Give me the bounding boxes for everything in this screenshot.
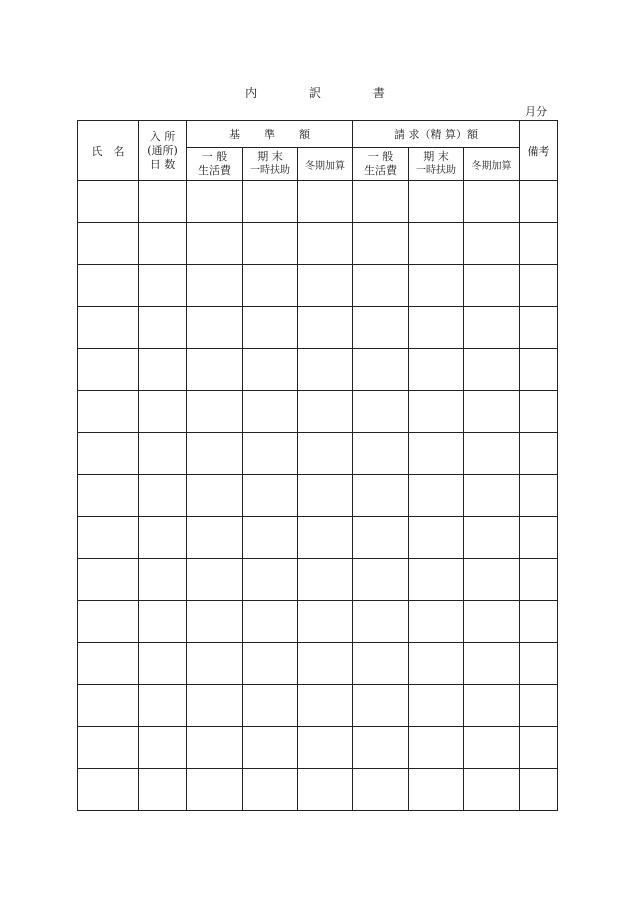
header-standard-char-1: 基 <box>229 128 240 141</box>
header-days-line-1: 入 所 <box>149 129 176 143</box>
cell-remarks <box>520 307 558 349</box>
cell-standard-term-end <box>243 265 298 307</box>
header-standard-char-3: 額 <box>299 128 310 141</box>
header-standard-char-2: 準 <box>264 128 275 141</box>
cell-standard-general <box>187 391 243 433</box>
table-row <box>78 475 558 517</box>
cell-claim-general <box>353 349 409 391</box>
cell-standard-term-end <box>243 307 298 349</box>
cell-days <box>139 265 187 307</box>
cell-claim-general <box>353 601 409 643</box>
cell-claim-general <box>353 265 409 307</box>
cell-standard-term-end <box>243 685 298 727</box>
cell-standard-winter <box>298 517 353 559</box>
cell-claim-term-end <box>409 307 464 349</box>
cell-standard-winter <box>298 601 353 643</box>
cell-standard-term-end <box>243 181 298 223</box>
cell-name <box>78 475 139 517</box>
breakdown-table <box>77 120 558 811</box>
cell-standard-general <box>187 433 243 475</box>
cell-days <box>139 643 187 685</box>
table-row <box>78 517 558 559</box>
header-claim-term-end-line-2: 一時扶助 <box>416 165 457 176</box>
header-standard-term-end-line-1: 期 末 <box>257 150 283 163</box>
header-remarks: 備考 <box>520 121 558 181</box>
cell-claim-general <box>353 391 409 433</box>
title-char-2: 訳 <box>308 86 321 100</box>
header-claim-term-end <box>409 148 464 181</box>
cell-days <box>139 727 187 769</box>
cell-standard-term-end <box>243 517 298 559</box>
cell-standard-winter <box>298 223 353 265</box>
cell-claim-general <box>353 181 409 223</box>
cell-remarks <box>520 559 558 601</box>
header-row-1 <box>78 121 558 148</box>
cell-standard-general <box>187 769 243 811</box>
header-claim-general <box>353 148 409 181</box>
cell-claim-general <box>353 643 409 685</box>
cell-standard-term-end <box>243 433 298 475</box>
cell-remarks <box>520 391 558 433</box>
cell-standard-term-end <box>243 727 298 769</box>
cell-days <box>139 475 187 517</box>
cell-claim-winter <box>464 559 520 601</box>
cell-claim-general <box>353 475 409 517</box>
cell-claim-winter <box>464 307 520 349</box>
cell-standard-term-end <box>243 769 298 811</box>
cell-standard-winter <box>298 433 353 475</box>
header-name-char-1: 氏 <box>91 144 103 158</box>
cell-standard-term-end <box>243 559 298 601</box>
cell-remarks <box>520 685 558 727</box>
cell-claim-term-end <box>409 475 464 517</box>
cell-standard-winter <box>298 685 353 727</box>
table-row <box>78 601 558 643</box>
cell-claim-general <box>353 517 409 559</box>
header-claim-general-line-1: 一 般 <box>367 150 394 163</box>
cell-standard-winter <box>298 769 353 811</box>
cell-standard-general <box>187 559 243 601</box>
cell-standard-general <box>187 265 243 307</box>
month-label: 月分 <box>525 105 547 118</box>
header-name-char-2: 名 <box>113 144 125 158</box>
table-row <box>78 433 558 475</box>
cell-days <box>139 307 187 349</box>
cell-name <box>78 685 139 727</box>
cell-name <box>78 265 139 307</box>
cell-name <box>78 769 139 811</box>
cell-remarks <box>520 475 558 517</box>
cell-standard-term-end <box>243 601 298 643</box>
cell-standard-winter <box>298 727 353 769</box>
cell-standard-winter <box>298 559 353 601</box>
cell-claim-general <box>353 307 409 349</box>
cell-claim-winter <box>464 685 520 727</box>
table-body <box>78 181 558 811</box>
cell-claim-winter <box>464 181 520 223</box>
cell-claim-general <box>353 223 409 265</box>
cell-remarks <box>520 601 558 643</box>
cell-claim-winter <box>464 223 520 265</box>
cell-days <box>139 601 187 643</box>
cell-standard-general <box>187 475 243 517</box>
header-days-line-3: 日 数 <box>149 157 176 171</box>
table-row <box>78 391 558 433</box>
cell-claim-general <box>353 727 409 769</box>
header-standard-amount <box>187 121 353 148</box>
cell-claim-general <box>353 433 409 475</box>
header-days-line-2: (通所) <box>147 143 178 157</box>
cell-claim-winter <box>464 601 520 643</box>
cell-standard-general <box>187 643 243 685</box>
cell-claim-term-end <box>409 433 464 475</box>
cell-claim-term-end <box>409 769 464 811</box>
cell-days <box>139 349 187 391</box>
header-standard-general <box>187 148 243 181</box>
cell-standard-general <box>187 349 243 391</box>
table-row <box>78 727 558 769</box>
cell-standard-general <box>187 307 243 349</box>
cell-name <box>78 517 139 559</box>
cell-standard-winter <box>298 307 353 349</box>
title-char-1: 内 <box>245 86 258 100</box>
header-claim-winter: 冬期加算 <box>464 148 520 181</box>
header-standard-term-end-line-2: 一時扶助 <box>250 165 290 176</box>
cell-claim-winter <box>464 391 520 433</box>
cell-standard-winter <box>298 181 353 223</box>
cell-claim-term-end <box>409 727 464 769</box>
header-claim-amount: 請 求（精 算）額 <box>353 121 520 148</box>
cell-remarks <box>520 433 558 475</box>
cell-claim-term-end <box>409 559 464 601</box>
cell-name <box>78 643 139 685</box>
cell-standard-general <box>187 601 243 643</box>
cell-standard-general <box>187 223 243 265</box>
header-name <box>78 121 139 181</box>
cell-standard-term-end <box>243 223 298 265</box>
table-row <box>78 643 558 685</box>
cell-claim-winter <box>464 643 520 685</box>
header-claim-general-line-2: 生活費 <box>364 164 398 177</box>
cell-standard-general <box>187 181 243 223</box>
table-row <box>78 265 558 307</box>
cell-standard-winter <box>298 265 353 307</box>
table-row <box>78 181 558 223</box>
document-title <box>0 84 630 101</box>
header-days <box>139 121 187 181</box>
cell-name <box>78 181 139 223</box>
cell-days <box>139 223 187 265</box>
table-row <box>78 349 558 391</box>
cell-name <box>78 601 139 643</box>
cell-days <box>139 391 187 433</box>
cell-days <box>139 517 187 559</box>
cell-days <box>139 769 187 811</box>
cell-claim-general <box>353 685 409 727</box>
cell-claim-term-end <box>409 181 464 223</box>
cell-claim-winter <box>464 769 520 811</box>
cell-standard-general <box>187 727 243 769</box>
header-standard-term-end <box>243 148 298 181</box>
cell-claim-winter <box>464 517 520 559</box>
cell-claim-winter <box>464 349 520 391</box>
cell-claim-winter <box>464 433 520 475</box>
cell-standard-winter <box>298 643 353 685</box>
cell-claim-winter <box>464 727 520 769</box>
header-standard-general-line-1: 一 般 <box>201 150 228 163</box>
cell-remarks <box>520 265 558 307</box>
cell-claim-term-end <box>409 349 464 391</box>
cell-standard-winter <box>298 391 353 433</box>
table-row <box>78 685 558 727</box>
cell-claim-term-end <box>409 265 464 307</box>
cell-remarks <box>520 517 558 559</box>
cell-days <box>139 181 187 223</box>
cell-standard-general <box>187 517 243 559</box>
cell-remarks <box>520 643 558 685</box>
cell-claim-term-end <box>409 223 464 265</box>
cell-claim-winter <box>464 265 520 307</box>
cell-name <box>78 223 139 265</box>
cell-claim-term-end <box>409 643 464 685</box>
cell-standard-term-end <box>243 349 298 391</box>
title-char-3: 書 <box>372 86 385 100</box>
cell-claim-term-end <box>409 517 464 559</box>
cell-name <box>78 391 139 433</box>
cell-claim-general <box>353 559 409 601</box>
cell-standard-winter <box>298 475 353 517</box>
cell-remarks <box>520 349 558 391</box>
cell-claim-term-end <box>409 685 464 727</box>
cell-standard-term-end <box>243 475 298 517</box>
table-row <box>78 769 558 811</box>
cell-standard-general <box>187 685 243 727</box>
cell-days <box>139 559 187 601</box>
table-row <box>78 307 558 349</box>
cell-name <box>78 559 139 601</box>
cell-claim-term-end <box>409 391 464 433</box>
cell-claim-term-end <box>409 601 464 643</box>
cell-standard-term-end <box>243 643 298 685</box>
table-row <box>78 559 558 601</box>
header-claim-term-end-line-1: 期 末 <box>423 150 449 163</box>
cell-claim-general <box>353 769 409 811</box>
cell-standard-term-end <box>243 391 298 433</box>
cell-standard-winter <box>298 349 353 391</box>
header-standard-winter: 冬期加算 <box>298 148 353 181</box>
cell-days <box>139 433 187 475</box>
cell-remarks <box>520 223 558 265</box>
cell-name <box>78 433 139 475</box>
cell-remarks <box>520 181 558 223</box>
cell-remarks <box>520 727 558 769</box>
cell-name <box>78 727 139 769</box>
cell-name <box>78 349 139 391</box>
cell-claim-winter <box>464 475 520 517</box>
cell-remarks <box>520 769 558 811</box>
header-standard-general-line-2: 生活費 <box>198 164 231 177</box>
cell-days <box>139 685 187 727</box>
table-row <box>78 223 558 265</box>
cell-name <box>78 307 139 349</box>
